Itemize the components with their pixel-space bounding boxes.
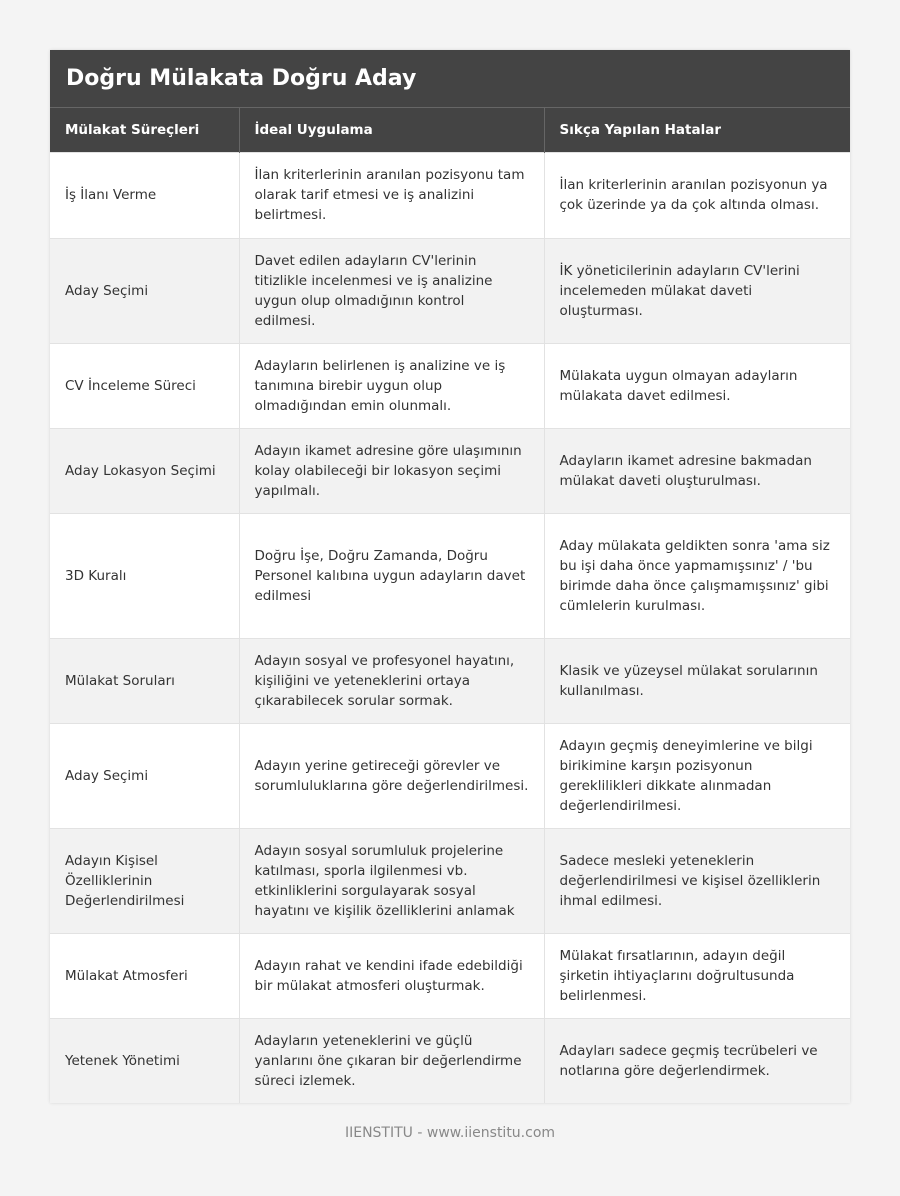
table-row — [50, 428, 850, 513]
mistake-cell: Sadece mesleki yeteneklerin değerlendirilmesi ve kişisel özelliklerin ihmal edilmesi. — [544, 828, 850, 933]
table-row — [50, 343, 850, 428]
table-title: Doğru Mülakata Doğru Aday — [50, 50, 850, 108]
table-row — [50, 723, 850, 828]
mistake-cell: Adayların ikamet adresine bakmadan mülakat daveti oluşturulması. — [544, 428, 850, 513]
mistake-cell: Adayın geçmiş deneyimlerine ve bilgi birikimine karşın pozisyonun gereklilikleri dikkate alınmadan değerlendirilmesi. — [544, 723, 850, 828]
comparison-table — [50, 108, 850, 1103]
process-cell: Aday Seçimi — [50, 723, 239, 828]
process-cell: Mülakat Soruları — [50, 638, 239, 723]
mistake-cell: Mülakata uygun olmayan adayların mülakata davet edilmesi. — [544, 343, 850, 428]
ideal-cell: Adayların yeteneklerini ve güçlü yanlarını öne çıkaran bir değerlendirme süreci izlemek. — [239, 1018, 544, 1103]
ideal-cell: İlan kriterlerinin aranılan pozisyonu tam olarak tarif etmesi ve iş analizini belirtmesi. — [239, 152, 544, 238]
ideal-cell: Adayın rahat ve kendini ifade edebildiği bir mülakat atmosferi oluşturmak. — [239, 933, 544, 1018]
process-cell: İş İlanı Verme — [50, 152, 239, 238]
header-row — [50, 108, 850, 152]
table-row — [50, 513, 850, 638]
table-row — [50, 238, 850, 343]
footer-credit: IIENSTITU - www.iienstitu.com — [344, 1125, 556, 1141]
table-row — [50, 638, 850, 723]
column-header-process: Mülakat Süreçleri — [50, 108, 239, 152]
table-row — [50, 1018, 850, 1103]
column-header-mistakes: Sıkça Yapılan Hatalar — [544, 108, 850, 152]
process-cell: Aday Lokasyon Seçimi — [50, 428, 239, 513]
process-cell: 3D Kuralı — [50, 513, 239, 638]
column-header-ideal: İdeal Uygulama — [239, 108, 544, 152]
ideal-cell: Adayın ikamet adresine göre ulaşımının kolay olabileceği bir lokasyon seçimi yapılmalı. — [239, 428, 544, 513]
mistake-cell: Adayları sadece geçmiş tecrübeleri ve notlarına göre değerlendirmek. — [544, 1018, 850, 1103]
ideal-cell: Adayın sosyal ve profesyonel hayatını, kişiliğini ve yeteneklerini ortaya çıkarabilecek sorular sormak. — [239, 638, 544, 723]
mistake-cell: İlan kriterlerinin aranılan pozisyonun ya çok üzerinde ya da çok altında olması. — [544, 152, 850, 238]
mistake-cell: İK yöneticilerinin adayların CV'lerini incelemeden mülakat daveti oluşturması. — [544, 238, 850, 343]
table-row — [50, 152, 850, 238]
comparison-table-card — [50, 50, 850, 1103]
process-cell: Yetenek Yönetimi — [50, 1018, 239, 1103]
process-cell: Mülakat Atmosferi — [50, 933, 239, 1018]
table-row — [50, 933, 850, 1018]
ideal-cell: Adayların belirlenen iş analizine ve iş tanımına birebir uygun olup olmadığından emin olunmalı. — [239, 343, 544, 428]
mistake-cell: Klasik ve yüzeysel mülakat sorularının kullanılması. — [544, 638, 850, 723]
process-cell: CV İnceleme Süreci — [50, 343, 239, 428]
process-cell: Aday Seçimi — [50, 238, 239, 343]
ideal-cell: Adayın yerine getireceği görevler ve sorumluluklarına göre değerlendirilmesi. — [239, 723, 544, 828]
mistake-cell: Aday mülakata geldikten sonra 'ama siz bu işi daha önce yapmamışsınız' / 'bu birimde daha önce çalışmamışsınız' gibi cümlelerin kurulması. — [544, 513, 850, 638]
ideal-cell: Adayın sosyal sorumluluk projelerine katılması, sporla ilgilenmesi vb. etkinliklerini sorgulayarak sosyal hayatını ve kişilik özelliklerini anlamak — [239, 828, 544, 933]
table-row — [50, 828, 850, 933]
ideal-cell: Doğru İşe, Doğru Zamanda, Doğru Personel kalıbına uygun adayların davet edilmesi — [239, 513, 544, 638]
mistake-cell: Mülakat fırsatlarının, adayın değil şirketin ihtiyaçlarını doğrultusunda belirlenmesi. — [544, 933, 850, 1018]
ideal-cell: Davet edilen adayların CV'lerinin titizlikle incelenmesi ve iş analizine uygun olup olmadığının kontrol edilmesi. — [239, 238, 544, 343]
process-cell: Adayın Kişisel Özelliklerinin Değerlendirilmesi — [50, 828, 239, 933]
